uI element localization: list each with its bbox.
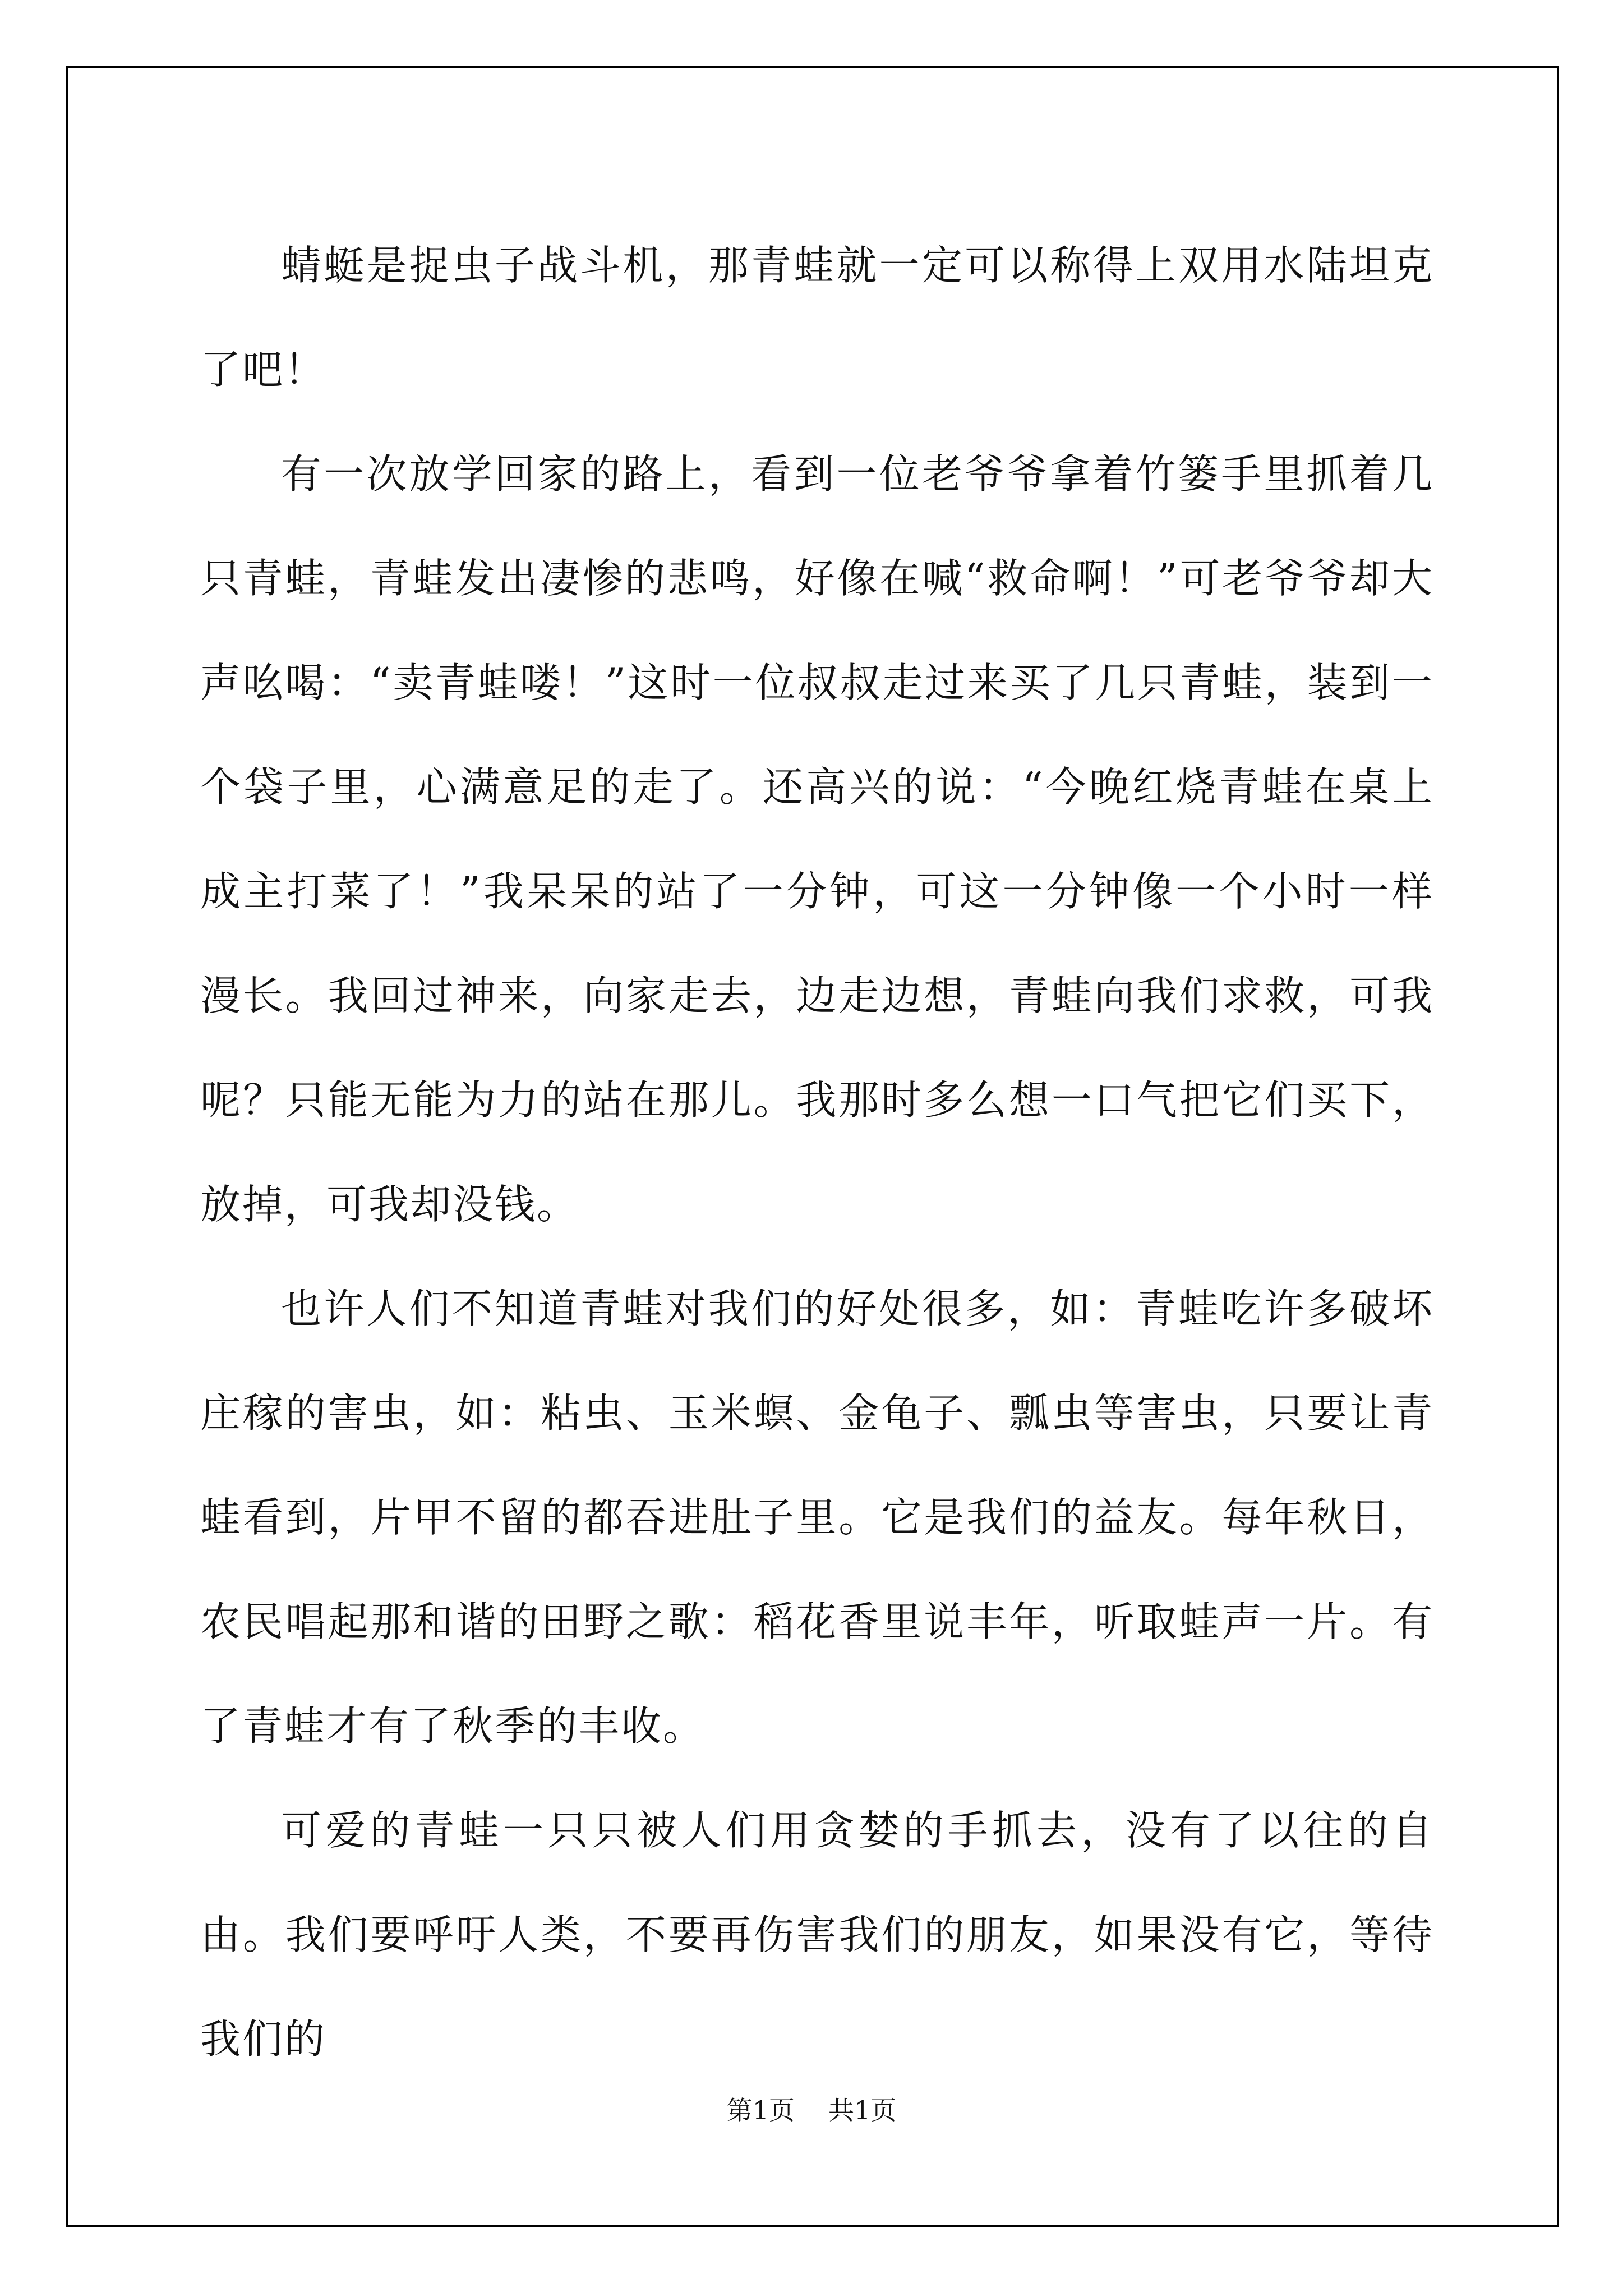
page-total: 共1页 — [828, 2095, 897, 2125]
page-footer — [0, 2090, 1623, 2127]
paragraph-2: 有一次放学回家的路上，看到一位老爷爷拿着竹篓手里抓着几只青蛙，青蛙发出凄惨的悲鸣，好像在喊“救命啊！”可老爷爷却大声吆喝：“卖青蛙喽！”这时一位叔叔走过来买了几只青蛙，装到一个袋子里，心满意足的走了。还高兴的说：“今晚红烧青蛙在桌上成主打菜了！”我呆呆的站了一分钟，可这一分钟像一个小时一样漫长。我回过神来，向家走去，边走边想，青蛙向我们求救，可我呢？只能无能为力的站在那儿。我那时多么想一口气把它们买下，放掉，可我却没钱。 — [200, 450, 1434, 1228]
paragraph-3: 也许人们不知道青蛙对我们的好处很多，如：青蛙吃许多破坏庄稼的害虫，如：粘虫、玉米螟、金龟子、瓢虫等害虫，只要让青蛙看到，片甲不留的都吞进肚子里。它是我们的益友。每年秋日，农民唱起那和谐的田野之歌：稻花香里说丰年，听取蛙声一片。有了青蛙才有了秋季的丰收。 — [200, 1285, 1434, 1750]
paragraph-1: 蜻蜓是捉虫子战斗机，那青蛙就一定可以称得上双用水陆坦克了吧！ — [200, 242, 1434, 393]
document-body — [200, 213, 1434, 2091]
paragraph-4: 可爱的青蛙一只只被人们用贪婪的手抓去，没有了以往的自由。我们要呼吁人类，不要再伤害我们的朋友，如果没有它，等待我们的 — [200, 1807, 1434, 2063]
page-number: 第1页 — [726, 2095, 795, 2125]
